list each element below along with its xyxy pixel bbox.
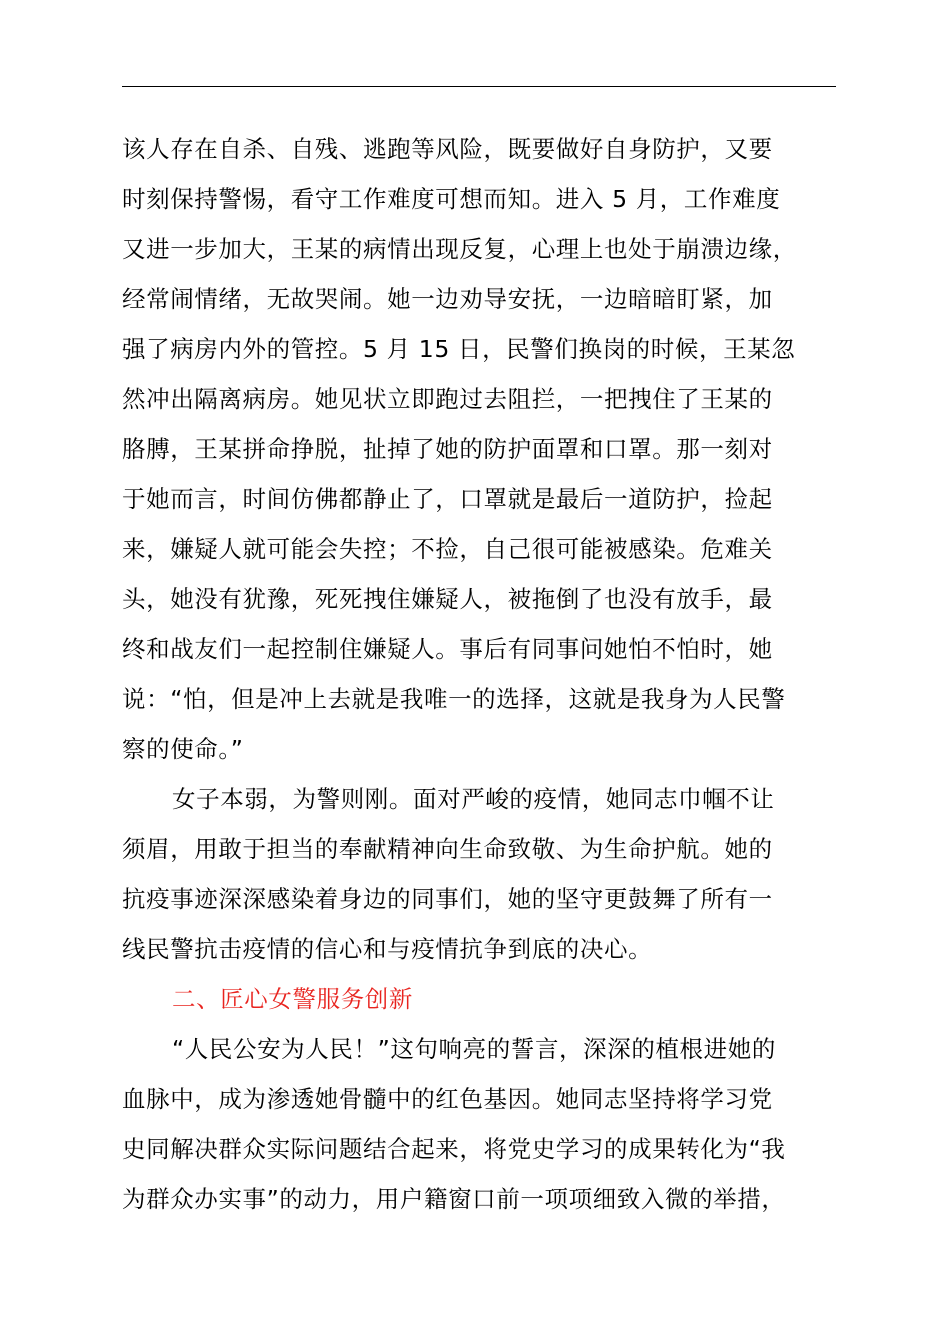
text-line: 经常闹情绪，无故哭闹。她一边劝导安抚，一边暗暗盯紧，加 [122,285,773,313]
text-line: 终和战友们一起控制住嫌疑人。事后有同事问她怕不怕时，她 [122,635,773,663]
text-line: 该人存在自杀、自残、逃跑等风险，既要做好自身防护，又要 [122,135,773,163]
text-line: 须眉，用敢于担当的奉献精神向生命致敬、为生命护航。她的 [122,835,773,863]
header-rule [122,86,836,87]
text-line: 于她而言，时间仿佛都静止了，口罩就是最后一道防护，捡起 [122,485,773,513]
paragraph-start-line: “人民公安为人民！”这句响亮的誓言，深深的植根进她的 [172,1035,776,1063]
text-line: 胳膊，王某拼命挣脱，扯掉了她的防护面罩和口罩。那一刻对 [122,435,773,463]
text-line: 史同解决群众实际问题结合起来，将党史学习的成果转化为“我 [122,1135,786,1163]
text-line: 说：“怕，但是冲上去就是我唯一的选择，这就是我身为人民警 [122,685,786,713]
text-line: 抗疫事迹深深感染着身边的同事们，她的坚守更鼓舞了所有一 [122,885,773,913]
paragraph-start-line: 女子本弱，为警则刚。面对严峻的疫情，她同志巾帼不让 [172,785,775,813]
text-line: 又进一步加大，王某的病情出现反复，心理上也处于崩溃边缘， [122,235,797,263]
text-line: 血脉中，成为渗透她骨髓中的红色基因。她同志坚持将学习党 [122,1085,773,1113]
section-heading: 二、匠心女警服务创新 [172,985,413,1013]
text-line: 线民警抗击疫情的信心和与疫情抗争到底的决心。 [122,935,653,963]
text-line: 头，她没有犹豫，死死拽住嫌疑人，被拖倒了也没有放手，最 [122,585,773,613]
body-text [122,124,842,1224]
text-line: 察的使命。” [122,735,244,763]
text-line: 来，嫌疑人就可能会失控；不捡，自己很可能被感染。危难关 [122,535,773,563]
text-line: 强了病房内外的管控。5 月 15 日，民警们换岗的时候，王某忽 [122,335,796,363]
text-line: 然冲出隔离病房。她见状立即跑过去阻拦，一把拽住了王某的 [122,385,773,413]
text-line: 时刻保持警惕，看守工作难度可想而知。进入 5 月，工作难度 [122,185,781,213]
text-line: 为群众办实事”的动力，用户籍窗口前一项项细致入微的举措， [122,1185,786,1213]
